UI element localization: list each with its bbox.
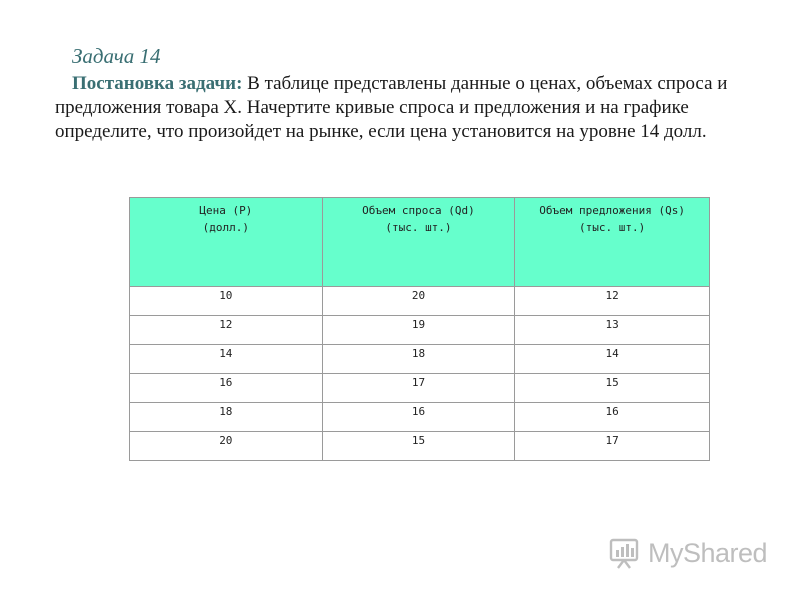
statement-text: В таблице представлены данные о ценах, объемах спроса и предложения товара Х. Начертите кривые спроса и предложения и на графике определите, что произойдет на рынке, если цена установится на уровне 14 долл. [55,73,728,142]
cell-demand: 16 [322,403,515,432]
header-price-line2: (долл.) [202,221,249,234]
table-header-row [130,198,710,287]
statement-lead: Постановка задачи: [72,73,243,94]
header-supply-line1: Объем предложения (Qs) [539,204,685,217]
cell-price: 18 [130,403,323,432]
cell-price: 12 [130,316,323,345]
cell-price: 16 [130,374,323,403]
myshared-logo-icon [608,536,642,570]
table-row [130,432,710,461]
cell-price: 14 [130,345,323,374]
cell-demand: 15 [322,432,515,461]
cell-price: 20 [130,432,323,461]
header-price [130,198,323,287]
table-row [130,316,710,345]
task-statement [55,72,775,144]
cell-demand: 20 [322,287,515,316]
cell-supply: 12 [515,287,710,316]
table-row [130,403,710,432]
task-title: Задача 14 [72,44,161,68]
data-table [129,197,710,461]
cell-demand: 19 [322,316,515,345]
header-demand-line2: (тыс. шт.) [385,221,452,234]
table-row [130,287,710,316]
cell-supply: 14 [515,345,710,374]
myshared-text: MyShared [648,537,768,568]
header-supply-line2: (тыс. шт.) [579,221,646,234]
header-supply [515,198,710,287]
table-row [130,345,710,374]
cell-supply: 15 [515,374,710,403]
table-row [130,374,710,403]
myshared-watermark [608,533,767,573]
cell-price: 10 [130,287,323,316]
header-demand [322,198,515,287]
header-demand-line1: Объем спроса (Qd) [362,204,475,217]
cell-supply: 13 [515,316,710,345]
cell-supply: 17 [515,432,710,461]
cell-demand: 18 [322,345,515,374]
header-price-line1: Цена (Р) [199,204,253,217]
cell-supply: 16 [515,403,710,432]
cell-demand: 17 [322,374,515,403]
